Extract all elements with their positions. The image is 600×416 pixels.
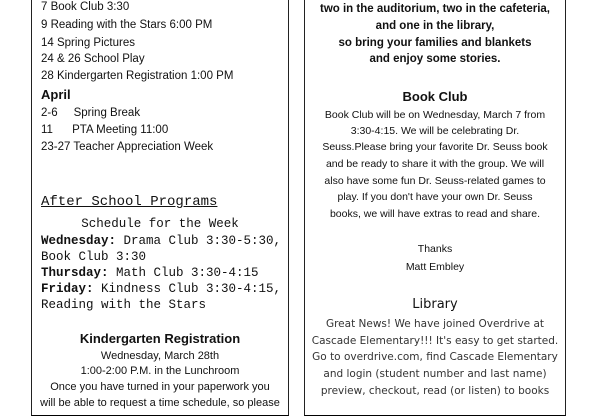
kindergarten-body: Once you have turned in your paperwork you xyxy=(50,381,270,393)
day-label: Thursday: xyxy=(41,266,109,280)
body-text: Great News! We have joined Overdrive at xyxy=(325,318,545,330)
body-text: 3:30-4:15. We will be celebrating Dr. xyxy=(350,125,520,137)
body-text: Seuss.Please bring your favorite Dr. Seuss book xyxy=(322,141,548,153)
program-text: Drama Club 3:30-5:30, xyxy=(116,234,282,248)
calendar-item: 9 Reading with the Stars 6:00 PM xyxy=(41,19,213,31)
body-text: and one in the library, xyxy=(375,20,495,32)
thanks-text: Thanks xyxy=(417,243,453,255)
schedule-subheading: Schedule for the Week xyxy=(81,217,239,231)
body-text: Cascade Elementary!!! It's easy to get started. xyxy=(311,335,559,347)
calendar-item: 7 Book Club 3:30 xyxy=(41,1,130,13)
body-text: play. If you don't have your own Dr. Seuss xyxy=(337,191,533,203)
signature-text: Matt Embley xyxy=(405,261,465,273)
program-text: Kindness Club 3:30-4:15, xyxy=(93,282,282,296)
calendar-item: 14 Spring Pictures xyxy=(41,37,135,49)
month-heading: April xyxy=(41,87,71,102)
body-text: Book Club will be on Wednesday, March 7 from xyxy=(324,109,546,121)
body-text: books, we will have extras to read and share. xyxy=(329,208,541,220)
kindergarten-body: will be able to request a time schedule, so please xyxy=(40,397,280,409)
calendar-item: 28 Kindergarten Registration 1:00 PM xyxy=(41,70,234,82)
body-text: two in the auditorium, two in the cafeteria, xyxy=(319,3,551,15)
section-heading: After School Programs xyxy=(41,194,218,210)
day-label: Friday: xyxy=(41,282,94,296)
body-text: and be ready to share it with the group. We will xyxy=(325,158,545,170)
program-text: Reading with the Stars xyxy=(41,298,207,312)
body-text: and enjoy some stories. xyxy=(369,53,501,65)
section-heading: Book Club xyxy=(402,89,468,104)
body-text: also have some fun Dr. Seuss-related games to xyxy=(324,175,546,187)
calendar-item: 24 & 26 School Play xyxy=(41,53,145,65)
body-text: and login (student number and last name) xyxy=(323,368,547,380)
program-text: Book Club 3:30 xyxy=(41,250,147,264)
section-heading: Library xyxy=(412,297,458,312)
program-text: Math Club 3:30-4:15 xyxy=(108,266,259,280)
calendar-item: 2-6 Spring Break xyxy=(41,107,141,119)
day-label: Wednesday: xyxy=(41,234,117,248)
kindergarten-date: Wednesday, March 28th xyxy=(100,350,220,362)
body-text: Go to overdrive.com, find Cascade Elementary xyxy=(312,351,558,363)
section-heading: Kindergarten Registration xyxy=(79,331,241,346)
kindergarten-time: 1:00-2:00 P.M. in the Lunchroom xyxy=(80,365,240,377)
body-text: so bring your families and blankets xyxy=(338,37,532,49)
calendar-item: 11 PTA Meeting 11:00 xyxy=(41,124,169,136)
calendar-item: 23-27 Teacher Appreciation Week xyxy=(41,141,214,153)
body-text: preview, checkout, read (or listen) to books xyxy=(320,385,550,397)
